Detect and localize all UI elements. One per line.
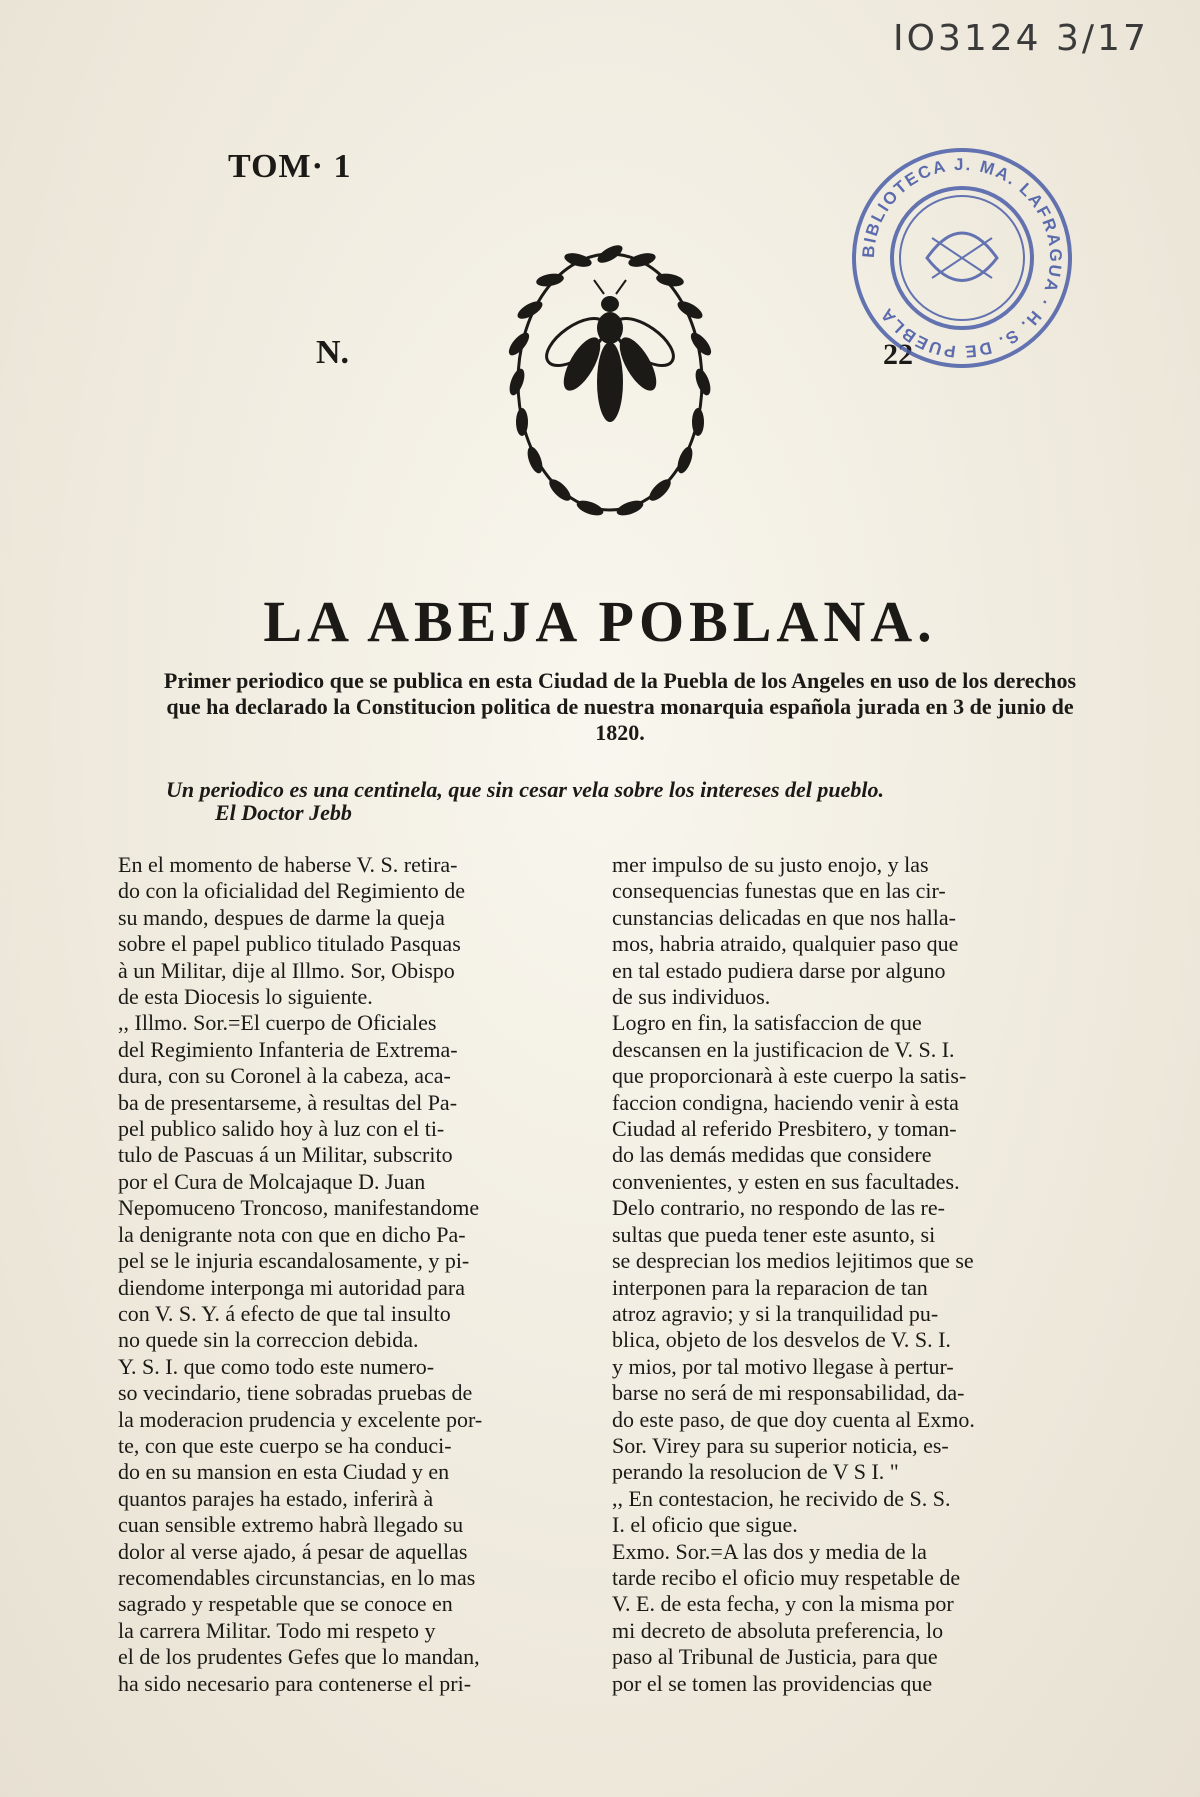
article-line: su mando, despues de darme la queja [118,904,445,930]
article-line: convenientes, y esten en sus facultades. [612,1168,960,1194]
article-line: Sor. Virey para su superior noticia, es- [612,1432,949,1458]
article-line: Delo contrario, no respondo de las re- [612,1195,945,1221]
article-line: mer impulso de su justo enojo, y las [612,852,929,877]
article-line: ha sido necesario para contenerse el pri- [118,1670,472,1696]
article-line: la moderacion prudencia y excelente por- [118,1406,483,1432]
article-line: ba de presentarseme, à resultas del Pa- [118,1089,458,1115]
article-line: quantos parajes ha estado, inferirà à [118,1485,434,1511]
article-line: Logro en fin, la satisfaccion de que [612,1010,922,1036]
article-line: tulo de Pascuas á un Militar, subscrito [118,1142,453,1168]
article-line: cuan sensible extremo habrà llegado su [118,1512,464,1538]
article-line: en tal estado pudiera darse por alguno [612,957,946,983]
article-line: sobre el papel publico titulado Pasquas [118,931,461,957]
bee-wreath-emblem-icon [490,232,730,532]
article-line: consequencias funestas que en las cir- [612,878,946,904]
article-line: te, con que este cuerpo se ha conduci- [118,1432,452,1458]
article-column-left [118,852,558,1697]
volume-label: TOM· 1 [228,148,352,185]
article-line: recomendables circunstancias, en lo mas [118,1564,476,1590]
article-line: ,, En contestacion, he recivido de S. S. [612,1485,951,1511]
article-line: En el momento de haberse V. S. retira- [118,852,458,877]
article-line: dolor al verse ajado, á pesar de aquellas [118,1538,468,1564]
article-line: de sus individuos. [612,984,771,1010]
stamp-text: BIBLIOTECA J. MA. LAFRAGUA · H. S. DE PUEBLA [858,154,1066,362]
article-line: que proporcionarà à este cuerpo la satis- [612,1063,967,1089]
newspaper-subtitle: Primer periodico que se publica en esta Ciudad de la Puebla de los Angeles en uso de los derechos que ha declarado la Constitucion politica de nuestra monarquia española jurada en 3 de junio de 1820. [163,668,1077,745]
issue-number-value: 22 [883,338,913,371]
article-line: mos, habria atraido, qualquier paso que [612,931,959,957]
article-line: barse no será de mi responsabilidad, da- [612,1380,965,1406]
article-line: descansen en la justificacion de V. S. I. [612,1036,955,1062]
article-line: paso al Tribunal de Justicia, para que [612,1644,938,1670]
article-line: y mios, por tal motivo llegase à pertur- [612,1353,954,1379]
article-line: à un Militar, dije al Illmo. Sor, Obispo [118,957,455,983]
article-line: sagrado y respetable que se conoce en [118,1591,453,1617]
article-line: V. E. de esta fecha, y con la misma por [612,1591,954,1617]
newspaper-title: LA ABEJA POBLANA. [263,589,937,654]
article-line: atroz agravio; y si la tranquilidad pu- [612,1300,939,1326]
issue-number-label: N. [316,334,350,371]
article-line: ,, Illmo. Sor.=El cuerpo de Oficiales [118,1010,437,1036]
article-line: no quede sin la correccion debida. [118,1327,419,1353]
archive-code: IO3124 3/17 [893,18,1149,59]
article-column-right [612,852,1072,1697]
motto-quote: Un periodico es una centinela, que sin cesar vela sobre los intereses del pueblo. [166,777,885,802]
article-line: diendome interponga mi autoridad para [118,1274,465,1300]
article-line: del Regimiento Infanteria de Extrema- [118,1036,458,1062]
article-line: interponen para la reparacion de tan [612,1274,928,1300]
article-line: Nepomuceno Troncoso, manifestandome [118,1195,480,1221]
article-line: do este paso, de que doy cuenta al Exmo. [612,1406,975,1432]
article-line: perando la resolucion de V S I. " [612,1459,899,1485]
article-line: tarde recibo el oficio muy respetable de [612,1564,961,1590]
article-line: el de los prudentes Gefes que lo mandan, [118,1644,480,1670]
library-stamp-icon [842,138,1082,378]
article-line: do en su mansion en esta Ciudad y en [118,1459,450,1485]
article-line: de esta Diocesis lo siguiente. [118,984,373,1010]
article-line: blica, objeto de los desvelos de V. S. I. [612,1327,951,1353]
article-line: la denigrante nota con que en dicho Pa- [118,1221,466,1247]
article-line: Y. S. I. que como todo este numero- [118,1353,435,1379]
article-line: pel se le injuria escandalosamente, y pi- [118,1248,470,1274]
article-line: sultas que pueda tener este asunto, si [612,1221,936,1247]
article-line: la carrera Militar. Todo mi respeto y [118,1617,436,1643]
article-line: mi decreto de absoluta preferencia, lo [612,1617,944,1643]
article-line: faccion condigna, haciendo venir à esta [612,1089,959,1115]
article-line: do con la oficialidad del Regimiento de [118,878,466,904]
article-line: con V. S. Y. á efecto de que tal insulto [118,1300,451,1326]
article-line: cunstancias delicadas en que nos halla- [612,904,956,930]
article-line: por el se tomen las providencias que [612,1670,933,1696]
article-line: I. el oficio que sigue. [612,1512,798,1538]
article-line: dura, con su Coronel à la cabeza, aca- [118,1063,451,1089]
article-line: se desprecian los medios lejitimos que se [612,1248,974,1274]
article-line: do las demás medidas que considere [612,1142,932,1168]
motto-author: El Doctor Jebb [215,800,352,825]
article-line: pel publico salido hoy à luz con el ti- [118,1116,445,1142]
article-line: Exmo. Sor.=A las dos y media de la [612,1538,927,1564]
article-line: so vecindario, tiene sobradas pruebas de [118,1380,473,1406]
article-line: Ciudad al referido Presbitero, y toman- [612,1116,957,1142]
article-line: por el Cura de Molcajaque D. Juan [118,1168,426,1194]
